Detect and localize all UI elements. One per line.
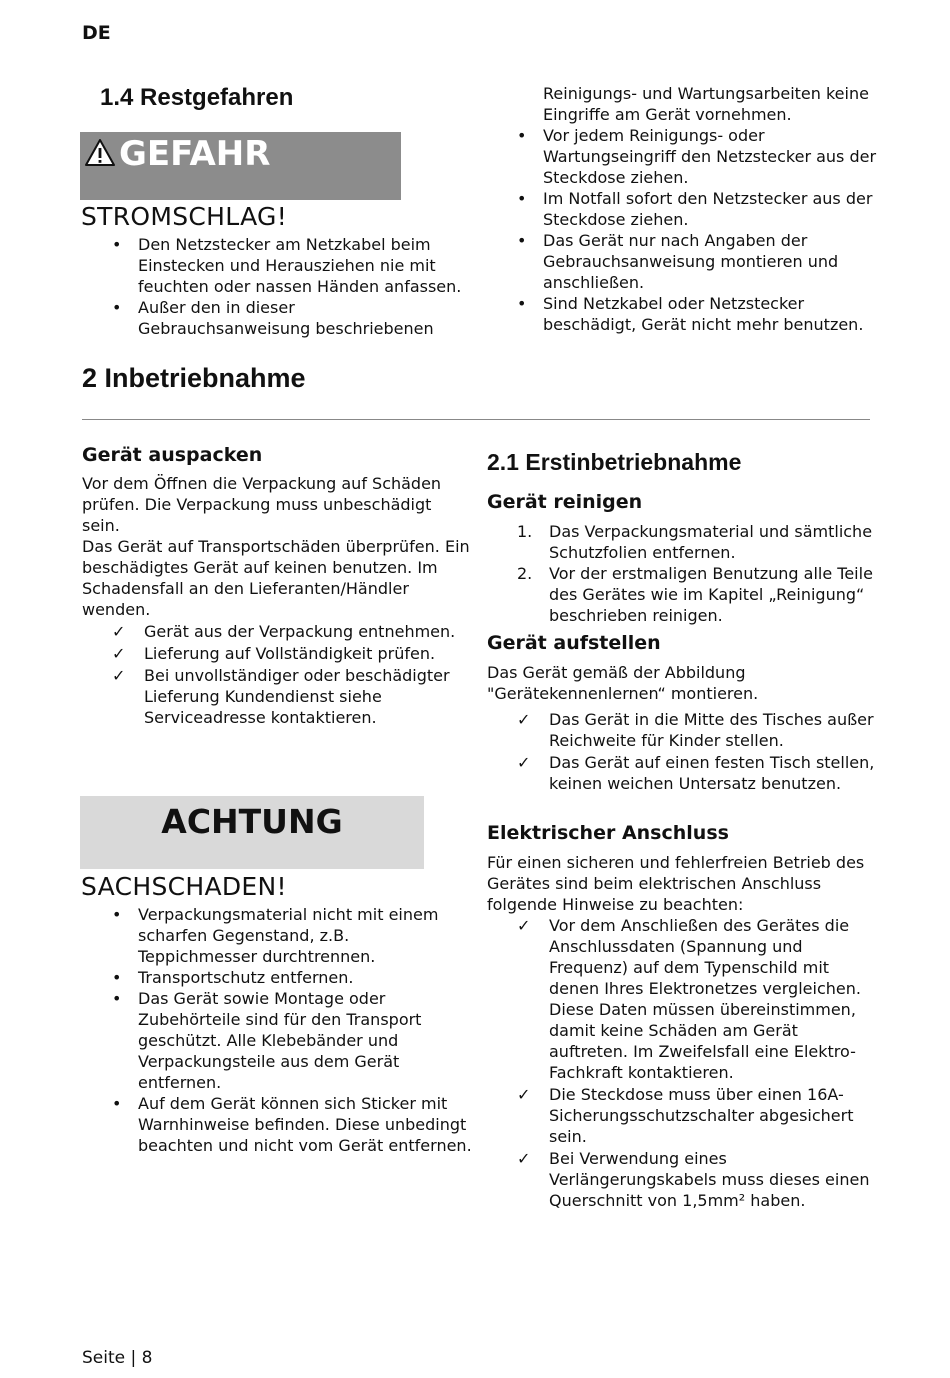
heading-elektrischer-anschluss: Elektrischer Anschluss bbox=[487, 822, 729, 844]
divider bbox=[82, 419, 870, 420]
danger-banner bbox=[80, 132, 401, 200]
heading-geraet-reinigen: Gerät reinigen bbox=[487, 491, 643, 513]
heading-geraet-aufstellen: Gerät aufstellen bbox=[487, 632, 661, 654]
list-item: • Vor jedem Reinigungs- oder Wartungseingriff den Netzstecker aus der Steckdose ziehen. bbox=[487, 125, 877, 188]
warning-triangle-icon bbox=[84, 138, 116, 168]
check-icon: ✓ bbox=[517, 1085, 531, 1104]
check-item: ✓ Die Steckdose muss über einen 16A-Sicherungsschutzschalter abgesichert sein. bbox=[517, 1085, 854, 1146]
caution-banner bbox=[80, 796, 424, 869]
list-item: • Auf dem Gerät können sich Sticker mit Warnhinweise befinden. Diese unbedingt beachten und nicht vom Gerät entfernen. bbox=[82, 1093, 472, 1156]
list-item: • Außer den in dieser Gebrauchsanweisung beschriebenen bbox=[82, 297, 472, 339]
clean-steps bbox=[487, 521, 877, 626]
list-item: • Verpackungsmaterial nicht mit einem scharfen Gegenstand, z.B. Teppichmesser durchtrennen. bbox=[82, 904, 472, 967]
list-item: 2. Vor der erstmaligen Benutzung alle Teile des Gerätes wie im Kapitel „Reinigung“ beschrieben reinigen. bbox=[517, 564, 873, 625]
caution-label: ACHTUNG bbox=[161, 802, 343, 841]
check-icon: ✓ bbox=[517, 753, 531, 772]
check-icon: ✓ bbox=[517, 1149, 531, 1168]
list-item: • Das Gerät sowie Montage oder Zubehörteile sind für den Transport geschützt. Alle Klebebänder und Verpackungsteile aus dem Gerät entfernen. bbox=[82, 988, 472, 1093]
check-icon: ✓ bbox=[112, 666, 126, 685]
section-heading-erstinbetriebnahme: 2.1 Erstinbetriebnahme bbox=[487, 449, 742, 475]
danger-list-right bbox=[487, 83, 877, 335]
check-item: ✓ Das Gerät auf einen festen Tisch stellen, keinen weichen Untersatz benutzen. bbox=[517, 753, 875, 793]
check-item: ✓ Lieferung auf Vollständigkeit prüfen. bbox=[112, 644, 436, 663]
check-icon: ✓ bbox=[112, 622, 126, 641]
list-item: • Sind Netzkabel oder Netzstecker beschädigt, Gerät nicht mehr benutzen. bbox=[487, 293, 877, 335]
check-item: ✓ Bei Verwendung eines Verlängerungskabels muss dieses einen Querschnitt von 1,5mm² haben. bbox=[517, 1149, 870, 1210]
check-item: ✓ Bei unvollständiger oder beschädigter Lieferung Kundendienst siehe Serviceadresse kontaktieren. bbox=[112, 666, 450, 727]
section-heading-restgefahren: 1.4 Restgefahren bbox=[100, 84, 294, 111]
check-item: ✓ Das Gerät in die Mitte des Tisches außer Reichweite für Kinder stellen. bbox=[517, 710, 874, 750]
list-item: • Den Netzstecker am Netzkabel beim Einstecken und Herausziehen nie mit feuchten oder nassen Händen anfassen. bbox=[82, 234, 472, 297]
list-item: • Im Notfall sofort den Netzstecker aus der Steckdose ziehen. bbox=[487, 188, 877, 230]
unpack-paragraph: Vor dem Öffnen die Verpackung auf Schäden prüfen. Die Verpackung muss unbeschädigt sein. Das Gerät auf Transportschäden überprüfen. Ein beschädigtes Gerät auf keinen benutzen. Im Schadensfall an den Lieferanten/Händler wenden. bbox=[82, 474, 470, 619]
list-item: • Das Gerät nur nach Angaben der Gebrauchsanweisung montieren und anschließen. bbox=[487, 230, 877, 293]
setup-paragraph: Das Gerät gemäß der Abbildung "Gerätekennenlernen“ montieren. bbox=[487, 663, 759, 703]
hazard-title-stromschlag: STROMSCHLAG! bbox=[81, 202, 288, 231]
elec-checklist bbox=[487, 915, 877, 1212]
language-code: DE bbox=[82, 22, 111, 44]
setup-checklist bbox=[487, 709, 877, 795]
heading-geraet-auspacken: Gerät auspacken bbox=[82, 444, 263, 466]
unpack-checklist bbox=[82, 621, 472, 729]
check-item: ✓ Gerät aus der Verpackung entnehmen. bbox=[112, 622, 456, 641]
elec-paragraph: Für einen sicheren und fehlerfreien Betrieb des Gerätes sind beim elektrischen Anschluss folgende Hinweise zu beachten: bbox=[487, 853, 865, 914]
check-item: ✓ Vor dem Anschließen des Gerätes die Anschlussdaten (Spannung und Frequenz) auf dem Typenschild mit denen Ihres Elektronetzes vergleichen. Diese Daten müssen übereinstimmen, damit keine Schäden am Gerät auftreten. Im Zweifelsfall eine Elektro-Fachkraft kontaktieren. bbox=[517, 916, 861, 1082]
chapter-heading-inbetriebnahme: 2 Inbetriebnahme bbox=[82, 363, 306, 393]
list-item: 1. Das Verpackungsmaterial und sämtliche Schutzfolien entfernen. bbox=[517, 522, 873, 562]
check-icon: ✓ bbox=[517, 916, 531, 935]
danger-label: GEFAHR bbox=[119, 134, 271, 174]
hazard-title-sachschaden: SACHSCHADEN! bbox=[81, 872, 287, 901]
check-icon: ✓ bbox=[517, 710, 531, 729]
page-number: Seite | 8 bbox=[82, 1348, 153, 1368]
check-icon: ✓ bbox=[112, 644, 126, 663]
danger-list-left bbox=[82, 234, 472, 339]
caution-list bbox=[82, 904, 472, 1156]
list-continuation: Reinigungs- und Wartungsarbeiten keine Eingriffe am Gerät vornehmen. bbox=[543, 84, 869, 124]
list-item: • Transportschutz entfernen. bbox=[82, 967, 472, 988]
